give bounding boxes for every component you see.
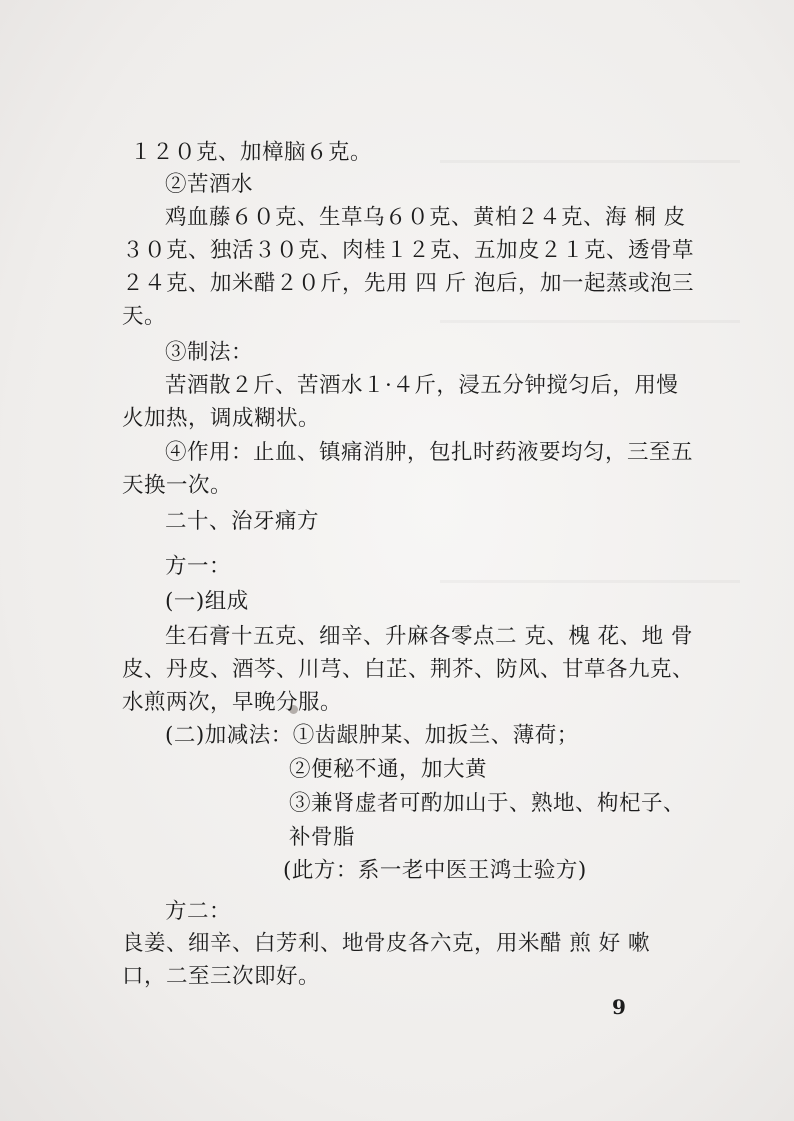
text-line: (一)组成	[165, 589, 249, 614]
text-line: 天换一次。	[122, 473, 233, 498]
text-line: 口，二至三次即好。	[122, 964, 321, 989]
text-line: 生石膏十五克、细辛、升麻各零点二 克、槐 花、地 骨	[165, 624, 694, 649]
text-line: ②便秘不通，加大黄	[289, 757, 488, 782]
text-line: (此方：系一老中医王鸿士验方)	[283, 858, 587, 883]
text-line: 方二：	[165, 899, 232, 924]
text-line: ３０克、独活３０克、肉桂１２克、五加皮２１克、透骨草	[122, 238, 695, 263]
text-line: 火加热，调成糊状。	[122, 406, 321, 431]
section-heading: 二十、治牙痛方	[165, 509, 320, 534]
text-line: 苦酒散２斤、苦酒水１·４斤，浸五分钟搅匀后，用慢	[165, 373, 679, 398]
text-line: ④作用：止血、镇痛消肿，包扎时药液要均匀，三至五	[165, 440, 694, 465]
text-line: ③制法：	[165, 340, 254, 365]
text-line: 水煎两次，早晚分服。	[122, 690, 343, 715]
text-line: ２４克、加米醋２０斤，先用 四 斤 泡后，加一起蒸或泡三	[122, 271, 695, 296]
text-line: 皮、丹皮、酒芩、川芎、白芷、荆芥、防风、甘草各九克、	[122, 657, 695, 682]
bleed-through	[440, 160, 740, 163]
text-line: ③兼肾虚者可酌加山于、熟地、枸杞子、	[289, 791, 686, 816]
text-line: 方一：	[165, 554, 232, 579]
bleed-through	[440, 320, 740, 323]
text-line: (二)加减法：①齿龈肿某、加扳兰、薄荷；	[165, 723, 579, 748]
bleed-through	[440, 580, 740, 583]
text-line: ②苦酒水	[165, 172, 254, 197]
text-line: １２０克、加樟脑６克。	[130, 140, 373, 165]
text-line: 良姜、细辛、白芳利、地骨皮各六克，用米醋 煎 好 嗽	[122, 931, 651, 956]
page-number: 9	[612, 995, 626, 1019]
text-line: 鸡血藤６０克、生草乌６０克、黄柏２４克、海 桐 皮	[165, 205, 686, 230]
text-line: 天。	[122, 304, 167, 329]
text-line: 补骨脂	[289, 825, 356, 850]
